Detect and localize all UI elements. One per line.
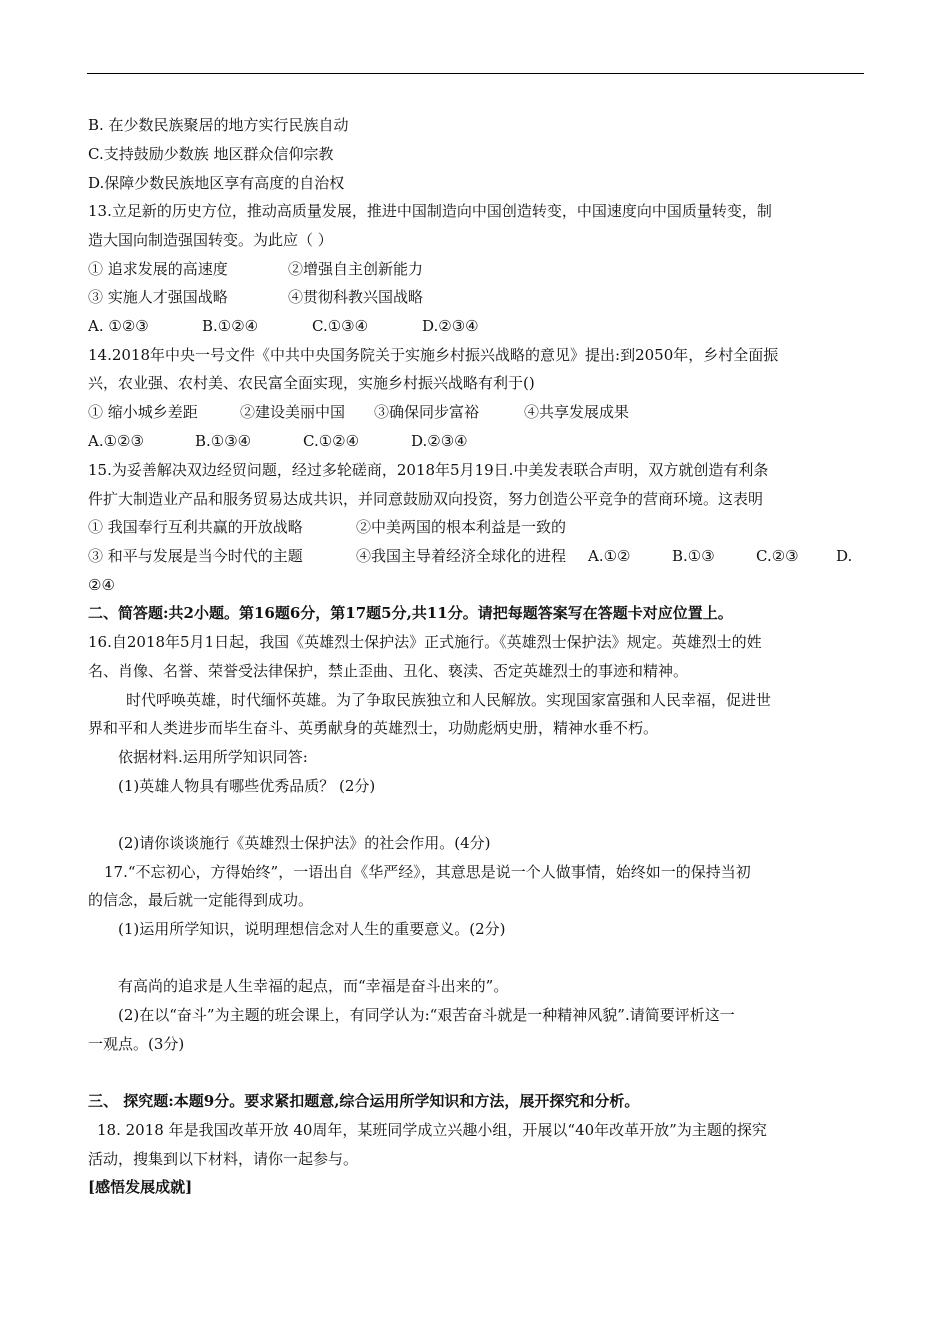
q12-option-d: D.保障少数民族地区享有高度的自治权 [88,174,345,192]
q13-item-3: ③ 实施人才强国战略 [88,288,228,306]
q14-item-2: ②建设美丽中国 [240,403,346,421]
q14-option-c: C.①②④ [303,432,360,450]
q18-line1: 18. 2018 年是我国改革开放 40周年，某班同学成立兴趣小组，开展以“40年改革开放”为主题的探究 [97,1121,767,1139]
q14-item-1: ① 缩小城乡差距 [88,403,198,421]
q14-option-d: D.②③④ [411,432,468,450]
q17-sub2-line1: (2)在以“奋斗”为主题的班会课上，有同学认为:“艰苦奋斗就是一种精神风貌”.请简要评析这一 [118,1006,735,1024]
q15-option-c: C.②③ [756,547,799,565]
q16-line3: 时代呼唤英雄，时代缅怀英雄。为了争取民族独立和人民解放。实现国家富强和人民幸福，促进世 [126,691,772,709]
q15-option-a: A.①② [588,547,631,565]
q18-sub-heading: [感悟发展成就] [88,1178,193,1196]
q17-sub2-line2: 一观点。(3分) [88,1035,185,1053]
q13-option-a: A. ①②③ [88,317,149,335]
q15-item-1: ① 我国奉行互利共赢的开放战略 [88,518,303,536]
q14-options [88,431,468,451]
q17-sub1: (1)运用所学知识，说明理想信念对人生的重要意义。(2分) [118,920,506,938]
q12-option-c: C.支持鼓励少数族 地区群众信仰宗教 [88,145,334,163]
q13-stem-line1: 13.立足新的历史方位，推动高质量发展，推进中国制造向中国创造转变，中国速度向中国质量转变，制 [88,202,772,220]
q16-sub2: (2)请你谈谈施行《英雄烈士保护法》的社会作用。(4分) [118,834,491,852]
q13-option-c: C.①③④ [312,317,369,335]
q18-line2: 活动，搜集到以下材料，请你一起参与。 [88,1150,359,1168]
q15-stem-line1: 15.为妥善解决双边经贸问题，经过多轮磋商，2018年5月19日.中美发表联合声明，双方就创造有利条 [88,461,769,479]
q17-line2: 的信念，最后就一定能得到成功。 [88,891,314,909]
q13-items-row2 [88,287,423,307]
q17-line1: 17.“不忘初心，方得始终”，一语出自《华严经》，其意思是说一个人做事情，始终如一的保持当初 [104,863,751,881]
q13-item-4: ④贯彻科教兴国战略 [288,288,424,306]
q13-item-1: ① 追求发展的高速度 [88,260,228,278]
q13-option-d: D.②③④ [422,317,479,335]
q14-items [88,402,629,422]
q16-sub1: (1)英雄人物具有哪些优秀品质？ (2分) [118,777,376,795]
q14-item-4: ④共享发展成果 [524,403,630,421]
q15-option-d: D. [836,547,853,565]
q15-item-2: ②中美两国的根本利益是一致的 [356,518,567,536]
section2-heading: 二、简答题:共2小题。第16题6分，第17题5分,共11分。请把每题答案写在答题卡对应位置上。 [88,604,733,622]
q15-items-row2 [88,546,852,566]
q13-item-2: ②增强自主创新能力 [288,260,424,278]
q14-stem-line2: 兴，农业强、农村美、农民富全面实现，实施乡村振兴战略有利于() [88,374,535,392]
q12-option-b: B. 在少数民族聚居的地方实行民族自动 [88,116,349,134]
section3-heading: 三、 探究题:本题9分。要求紧扣题意,综合运用所学知识和方法，展开探究和分析。 [88,1092,640,1110]
header-rule [87,73,864,74]
q17-note: 有高尚的追求是人生幸福的起点，而“幸福是奋斗出来的”。 [118,977,509,995]
q15-items-row1 [88,517,566,537]
q14-stem-line1: 14.2018年中央一号文件《中共中央国务院关于实施乡村振兴战略的意见》提出:到2050年，乡村全面振 [88,346,779,364]
q13-options [88,316,479,336]
q16-line4: 界和平和人类进步而毕生奋斗、英勇献身的英雄烈士，功勋彪炳史册，精神水垂不朽。 [88,719,659,737]
q16-prompt: 依据材料.运用所学知识同答: [118,748,308,766]
q13-items-row1 [88,259,423,279]
q14-item-3: ③确保同步富裕 [374,403,480,421]
q14-option-b: B.①③④ [195,432,252,450]
q15-stem-line2: 件扩大制造业产品和服务贸易达成共识，并同意鼓励双向投资，努力创造公平竞争的营商环境。这表明 [88,490,764,508]
q13-option-b: B.①②④ [202,317,259,335]
q15-item-4: ④我国主导着经济全球化的进程 [356,547,567,565]
q16-line2: 名、肖像、名誉、荣誉受法律保护，禁止歪曲、丑化、亵渎、否定英雄烈士的事迹和精神。 [88,662,689,680]
q16-line1: 16.自2018年5月1日起，我国《英雄烈士保护法》正式施行。《英雄烈士保护法》规定。英雄烈士的姓 [88,633,762,651]
q15-option-b: B.①③ [672,547,715,565]
q14-option-a: A.①②③ [88,432,144,450]
q15-option-d-value: ②④ [88,576,115,594]
q13-stem-line2: 造大国向制造强国转变。为此应（ ） [88,231,333,249]
q15-item-3: ③ 和平与发展是当今时代的主题 [88,547,303,565]
